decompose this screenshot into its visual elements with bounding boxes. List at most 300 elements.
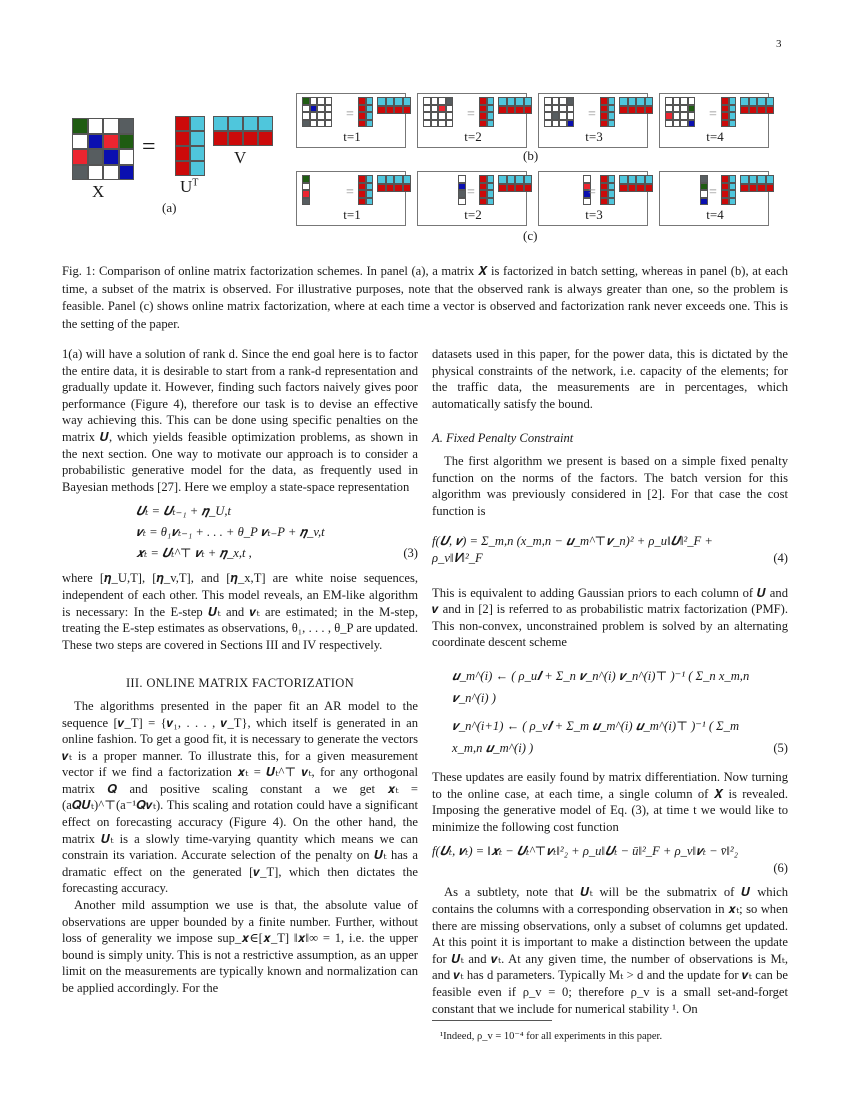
observed-cell <box>431 105 439 113</box>
x-matrix-cell <box>72 149 88 165</box>
u-cell <box>190 161 205 176</box>
v-cell <box>394 175 403 184</box>
observed-cell <box>567 120 575 128</box>
observed-cell <box>431 112 439 120</box>
paragraph: As a subtlety, note that 𝑼ₜ will be the submatrix of 𝑼 which contains the columns with a corresponding observation in 𝒙ₜ; so when there are missing observations, only a subset of columns get updated. At this point it is important to make a distinction between the update for 𝑼ₜ and 𝒗ₜ. At any given time, the number of observations is Mₜ, and 𝒗ₜ has d parameters. Typically Mₜ > d and the update for 𝒗ₜ can be feasible even if ρ_v = 0; therefore ρ_v is a small set-and-forget constant that we include for numerical stability ¹. On <box>432 885 788 1016</box>
x-matrix-cell <box>103 165 119 181</box>
v-cell <box>243 131 258 146</box>
observed-cell <box>423 97 431 105</box>
vector-cell <box>700 175 708 183</box>
equation-number: (6) <box>773 860 788 875</box>
u-cell <box>175 131 190 146</box>
u-cell <box>358 175 366 183</box>
observed-cell <box>317 105 325 113</box>
v-cell <box>757 175 766 184</box>
equation-line: f(𝑼, 𝒗) = Σ_m,n (x_m,n − 𝒖_m^⊤𝒗_n)² + ρ_u‖𝑼‖²_F + ρ_v‖𝑽‖²_F <box>432 534 713 565</box>
u-cell <box>479 120 487 128</box>
u-cell <box>608 112 616 120</box>
observed-cell <box>317 112 325 120</box>
observed-cell <box>680 112 688 120</box>
u-cell <box>729 97 737 105</box>
equals-sign: = <box>467 185 475 200</box>
u-cell <box>729 198 737 206</box>
paragraph: The first algorithm we present is based on a simple fixed penalty function on the norms of the factors. The batch version for this algorithm was previously considered in [2]. For that case the cost function is <box>432 453 788 518</box>
vector-cell <box>302 175 310 183</box>
u-cell <box>608 175 616 183</box>
u-cell <box>600 183 608 191</box>
observed-cell <box>665 105 673 113</box>
equals-sign: = <box>588 185 596 200</box>
time-step-label: t=3 <box>585 207 603 222</box>
u-cell <box>600 97 608 105</box>
v-cell <box>757 106 766 115</box>
observed-cell <box>559 105 567 113</box>
u-cell <box>487 198 495 206</box>
observed-cell <box>431 97 439 105</box>
v-label: V <box>234 148 247 167</box>
v-cell <box>213 131 228 146</box>
v-cell <box>749 175 758 184</box>
x-matrix-cell <box>119 165 135 181</box>
v-cell <box>757 97 766 106</box>
v-cell <box>403 97 412 106</box>
u-cell <box>608 183 616 191</box>
paragraph: where [𝜼_U,T], [𝜼_v,T], and [𝜼_x,T] are white noise sequences, independent of each other. This model reveals, an EM-like algorithm is necessary: In the E-step 𝑼ₜ and 𝒗ₜ are estimated; in the M-step, treating the E-step estimates as observations, θ₁, . . . , θ_P are updated. These two steps are covered in Sections III and IV respectively. <box>62 571 418 652</box>
u-cell <box>608 198 616 206</box>
panel-b-step <box>538 93 648 148</box>
panel-a-label: (a) <box>162 200 177 215</box>
observed-cell <box>438 97 446 105</box>
v-cell <box>377 106 386 115</box>
u-cell <box>366 97 374 105</box>
paragraph: Another mild assumption we use is that, the absolute value of observations are upper bounded by a finite number. Further, without loss of generality we impose sup_𝒙∈[𝒙_T] ‖𝒙‖∞ = 1, i.e. the upper bound is simply unity. This is not a restrictive assumption, as an upper limit on the measurements are typically known and normalization can be applied accordingly. For the <box>62 898 418 995</box>
v-cell <box>636 175 645 184</box>
equation-line: 𝒖_m^(i) ← ( ρ_u𝑰 + Σ_n 𝒗_n^(i) 𝒗_n^(i)⊤ )⁻¹ ( Σ_n x_m,n 𝒗_n^(i) ) <box>452 668 750 705</box>
equals-sign: = <box>709 107 717 122</box>
observed-cell <box>302 105 310 113</box>
u-cell <box>487 190 495 198</box>
x-matrix-cell <box>119 149 135 165</box>
observed-cell <box>673 120 681 128</box>
v-cell <box>628 175 637 184</box>
v-cell <box>377 97 386 106</box>
vector-cell <box>583 175 591 183</box>
observed-cell <box>552 112 560 120</box>
x-matrix-cell <box>72 165 88 181</box>
observed-cell <box>544 105 552 113</box>
v-cell <box>403 184 412 193</box>
u-cell <box>190 116 205 131</box>
vector-cell <box>458 198 466 206</box>
equation-line: 𝑼ₜ = 𝑼ₜ₋₁ + 𝜼_U,t <box>136 504 231 519</box>
v-cell <box>498 106 507 115</box>
observed-cell <box>665 120 673 128</box>
vector-cell <box>458 183 466 191</box>
equation-4 <box>432 533 788 566</box>
time-step-label: t=2 <box>464 207 482 222</box>
u-cell <box>721 190 729 198</box>
observed-cell <box>438 112 446 120</box>
u-cell <box>600 175 608 183</box>
equation-line-wrap <box>452 715 788 759</box>
v-cell <box>498 184 507 193</box>
u-cell <box>358 120 366 128</box>
v-cell <box>386 106 395 115</box>
vector-cell <box>700 183 708 191</box>
observed-cell <box>680 120 688 128</box>
observed-cell <box>446 120 454 128</box>
x-matrix-cell <box>88 134 104 150</box>
u-cell <box>479 198 487 206</box>
panel-b-step <box>659 93 769 148</box>
equals-sign: = <box>709 185 717 200</box>
observed-cell <box>302 120 310 128</box>
equation-line: 𝒙ₜ = 𝑼ₜ^⊤ 𝒗ₜ + 𝜼_x,t , <box>136 546 252 561</box>
x-matrix-cell <box>88 165 104 181</box>
observed-cell <box>567 97 575 105</box>
v-cell <box>749 97 758 106</box>
v-cell <box>636 184 645 193</box>
vector-cell <box>458 175 466 183</box>
v-cell <box>386 184 395 193</box>
equals-sign: = <box>142 134 156 160</box>
observed-cell <box>673 97 681 105</box>
v-cell <box>394 184 403 193</box>
observed-cell <box>317 120 325 128</box>
v-cell <box>645 175 654 184</box>
vector-cell <box>302 198 310 206</box>
u-cell <box>721 105 729 113</box>
v-cell <box>628 184 637 193</box>
v-cell <box>757 184 766 193</box>
vector-cell <box>700 198 708 206</box>
u-cell <box>479 105 487 113</box>
u-cell <box>366 183 374 191</box>
time-step-label: t=3 <box>585 129 603 144</box>
time-step-label: t=1 <box>343 129 361 144</box>
v-cell <box>258 116 273 131</box>
u-cell <box>721 175 729 183</box>
u-cell <box>366 198 374 206</box>
u-cell <box>608 120 616 128</box>
page-number: 3 <box>776 38 782 50</box>
observed-cell <box>544 97 552 105</box>
x-matrix-cell <box>103 118 119 134</box>
paragraph: 1(a) will have a solution of rank d. Since the end goal here is to factor the entire data, it is desirable to start from a rank-d representation and gradually update it. However, finding such factors naively gives poor performance (Figure 4), therefore our task is to devise an effective way achieving this. This can be done using specific penalties on the matrix 𝑼, which yields feasible optimization problems, as shown in the next section. One way to motivate our approach is to consider a probabilistic generative model for the data, as frequently used in Bayesian methods [27]. Here we employ a state-space representation <box>62 347 418 494</box>
v-cell <box>645 184 654 193</box>
observed-cell <box>688 105 696 113</box>
u-cell <box>479 183 487 191</box>
u-cell <box>175 161 190 176</box>
u-cell <box>600 198 608 206</box>
u-cell <box>729 120 737 128</box>
u-cell <box>479 97 487 105</box>
v-cell <box>766 106 775 115</box>
u-cell <box>358 198 366 206</box>
u-cell <box>479 175 487 183</box>
footnote-rule <box>432 1020 552 1021</box>
u-cell <box>487 120 495 128</box>
observed-cell <box>446 112 454 120</box>
time-step-label: t=4 <box>706 207 724 222</box>
time-step-label: t=2 <box>464 129 482 144</box>
u-cell <box>366 105 374 113</box>
observed-cell <box>310 97 318 105</box>
u-cell <box>487 105 495 113</box>
observed-cell <box>680 105 688 113</box>
u-cell <box>608 97 616 105</box>
v-cell <box>628 106 637 115</box>
equation-line: 𝒗ₜ = θ₁𝒗ₜ₋₁ + . . . + θ_P 𝒗ₜ₋P + 𝜼_v,t <box>136 525 325 540</box>
observed-cell <box>325 120 333 128</box>
v-cell <box>403 175 412 184</box>
v-cell <box>403 106 412 115</box>
u-cell <box>729 105 737 113</box>
v-cell <box>766 184 775 193</box>
observed-cell <box>438 120 446 128</box>
observed-cell <box>302 97 310 105</box>
x-matrix-cell <box>72 134 88 150</box>
u-cell <box>487 97 495 105</box>
v-cell <box>636 106 645 115</box>
u-cell <box>600 120 608 128</box>
v-cell <box>645 97 654 106</box>
v-cell <box>524 106 533 115</box>
observed-cell <box>310 112 318 120</box>
v-cell <box>524 175 533 184</box>
observed-cell <box>446 105 454 113</box>
panel-c-label: (c) <box>523 228 538 243</box>
observed-cell <box>310 105 318 113</box>
observed-cell <box>688 97 696 105</box>
u-sup: T <box>192 177 199 189</box>
u-cell <box>487 183 495 191</box>
section-heading: III. ONLINE MATRIX FACTORIZATION <box>125 676 355 691</box>
observed-cell <box>423 120 431 128</box>
u-cell <box>358 190 366 198</box>
observed-cell <box>688 120 696 128</box>
observed-cell <box>325 97 333 105</box>
observed-cell <box>325 105 333 113</box>
v-cell <box>213 116 228 131</box>
observed-cell <box>544 120 552 128</box>
observed-cell <box>423 105 431 113</box>
u-cell <box>600 105 608 113</box>
equation-6: f(𝑼ₜ, 𝒗ₜ) = ‖𝒙ₜ − 𝑼ₜ^⊤𝒗ₜ‖²₂ + ρ_u‖𝑼ₜ − ū‖²_F + ρ_v‖𝒗ₜ − v̄‖²₂ <box>432 844 739 859</box>
u-cell <box>729 112 737 120</box>
v-cell <box>636 97 645 106</box>
v-cell <box>740 184 749 193</box>
observed-cell <box>680 97 688 105</box>
observed-cell <box>665 97 673 105</box>
observed-cell <box>688 112 696 120</box>
v-cell <box>515 97 524 106</box>
u-cell <box>487 112 495 120</box>
v-cell <box>498 175 507 184</box>
v-cell <box>243 116 258 131</box>
equals-sign: = <box>346 107 354 122</box>
u-cell <box>358 183 366 191</box>
u-cell <box>358 112 366 120</box>
observed-cell <box>673 105 681 113</box>
vector-cell <box>700 190 708 198</box>
u-cell <box>608 105 616 113</box>
x-matrix-cell <box>72 118 88 134</box>
v-cell <box>386 175 395 184</box>
panel-b-step <box>296 93 406 148</box>
u-cell <box>190 146 205 161</box>
v-cell <box>619 97 628 106</box>
panel-b-step <box>417 93 527 148</box>
u-cell <box>190 131 205 146</box>
v-cell <box>386 97 395 106</box>
v-cell <box>507 175 516 184</box>
v-cell <box>619 184 628 193</box>
equation-number: (4) <box>773 550 788 565</box>
v-cell <box>766 175 775 184</box>
u-transpose-label <box>180 177 198 197</box>
equation-3 <box>62 495 418 570</box>
equation-line: 𝒗_n^(i+1) ← ( ρ_v𝑰 + Σ_m 𝒖_m^(i) 𝒖_m^(i)⊤ )⁻¹ ( Σ_m x_m,n 𝒖_m^(i) ) <box>452 718 740 755</box>
u-cell <box>175 146 190 161</box>
u-cell <box>358 97 366 105</box>
u-cell <box>366 175 374 183</box>
v-cell <box>228 116 243 131</box>
observed-cell <box>567 112 575 120</box>
paragraph: These updates are easily found by matrix differentiation. Now turning to the online case, at each time, a single column of 𝑿 is revealed. Imposing the generative model of Eq. (3), at time t we would like to minimize the following cost function <box>432 769 788 834</box>
x-matrix-cell <box>119 118 135 134</box>
observed-cell <box>302 112 310 120</box>
u-cell <box>721 120 729 128</box>
subsection-heading: A. Fixed Penalty Constraint <box>432 431 574 446</box>
u-cell <box>721 112 729 120</box>
left-column <box>62 346 418 997</box>
panel-c-step <box>296 171 406 226</box>
observed-cell <box>431 120 439 128</box>
paragraph: datasets used in this paper, for the power data, this is dictated by the physical constraints of the network, i.e. capacity of the elements; for the traffic data, the measurements are in percentages, which automatically satisfy the bound. <box>432 347 788 411</box>
v-cell <box>619 106 628 115</box>
figure-1 <box>0 0 850 250</box>
v-cell <box>749 106 758 115</box>
paragraph: This is equivalent to adding Gaussian priors to each column of 𝑼 and 𝒗 and in [2] is referred to as probabilistic matrix factorization (PMF). This non-convex, unconstrained problem is solved by an alternating coordinate descent scheme <box>432 585 788 650</box>
u-cell <box>608 190 616 198</box>
footnote: ¹Indeed, ρ_v = 10⁻⁴ for all experiments in this paper. <box>440 1031 663 1042</box>
u-cell <box>366 120 374 128</box>
v-cell <box>628 97 637 106</box>
v-cell <box>258 131 273 146</box>
v-cell <box>619 175 628 184</box>
x-matrix-cell <box>119 134 135 150</box>
observed-cell <box>552 105 560 113</box>
u-cell <box>721 97 729 105</box>
vector-cell <box>302 183 310 191</box>
equals-sign: = <box>346 185 354 200</box>
v-cell <box>740 175 749 184</box>
panel-b-label: (b) <box>523 148 539 163</box>
u-cell <box>729 183 737 191</box>
x-matrix-cell <box>88 118 104 134</box>
v-cell <box>507 97 516 106</box>
u-cell <box>175 116 190 131</box>
v-cell <box>740 97 749 106</box>
v-cell <box>498 97 507 106</box>
observed-cell <box>559 97 567 105</box>
v-cell <box>377 175 386 184</box>
paragraph: The algorithms presented in the paper fit an AR model to the sequence [𝒗_T] = {𝒗₁, . . . , 𝒗_T}, which itself is generated in an online fashion. To get a good fit, it is necessary to generate the vectors 𝒗ₜ is a proper manner. To illustrate this, for a given measurement vector if we find a factorization 𝒙ₜ = 𝑼ₜ^⊤ 𝒗ₜ, for any orthogonal matrix 𝑸 and positive scaling constant a we get 𝒙ₜ = (a𝑸𝑼ₜ)^⊤(a⁻¹𝑸𝒗ₜ). This scaling and rotation could have a significant effect on forecasting accuracy (Figure 4). On the other hand, the matrix 𝑼ₜ is a slowly time-varying quantity which means we can constrain its variation. Accurate selection of the penalty on 𝑼ₜ has a dramatic effect on the generated [𝒗_T], which then dictates the forecasting accuracy. <box>62 698 418 896</box>
observed-cell <box>438 105 446 113</box>
v-cell <box>524 184 533 193</box>
x-matrix-cell <box>103 134 119 150</box>
observed-cell <box>559 120 567 128</box>
x-matrix-cell <box>88 149 104 165</box>
u-cell <box>479 112 487 120</box>
u-cell <box>729 175 737 183</box>
v-cell <box>228 131 243 146</box>
equation-line-wrap <box>136 543 418 564</box>
v-cell <box>394 106 403 115</box>
v-cell <box>766 97 775 106</box>
observed-cell <box>567 105 575 113</box>
v-cell <box>515 184 524 193</box>
v-cell <box>515 106 524 115</box>
v-cell <box>524 97 533 106</box>
vector-cell <box>302 190 310 198</box>
vector-cell <box>458 190 466 198</box>
u-cell <box>729 190 737 198</box>
observed-cell <box>423 112 431 120</box>
observed-cell <box>325 112 333 120</box>
panel-c-step <box>538 171 648 226</box>
v-cell <box>394 97 403 106</box>
u-cell <box>487 175 495 183</box>
v-cell <box>740 106 749 115</box>
u-label: U <box>180 177 193 196</box>
u-cell <box>600 112 608 120</box>
equals-sign: = <box>588 107 596 122</box>
u-cell <box>366 190 374 198</box>
observed-cell <box>552 120 560 128</box>
x-matrix-cell <box>103 149 119 165</box>
observed-cell <box>673 112 681 120</box>
v-cell <box>749 184 758 193</box>
u-cell <box>479 190 487 198</box>
equation-number: (5) <box>773 740 788 755</box>
right-column <box>432 346 788 1017</box>
observed-cell <box>310 120 318 128</box>
v-cell <box>645 106 654 115</box>
time-step-label: t=4 <box>706 129 724 144</box>
v-cell <box>507 106 516 115</box>
observed-cell <box>665 112 673 120</box>
time-step-label: t=1 <box>343 207 361 222</box>
v-cell <box>377 184 386 193</box>
panel-c-step <box>659 171 769 226</box>
equals-sign: = <box>467 107 475 122</box>
observed-cell <box>544 112 552 120</box>
v-cell <box>515 175 524 184</box>
u-cell <box>721 198 729 206</box>
equation-number: (3) <box>403 546 418 561</box>
u-cell <box>721 183 729 191</box>
panel-c-step <box>417 171 527 226</box>
observed-cell <box>559 112 567 120</box>
u-cell <box>366 112 374 120</box>
u-cell <box>600 190 608 198</box>
equation-5 <box>432 665 788 759</box>
observed-cell <box>446 97 454 105</box>
observed-cell <box>317 97 325 105</box>
x-label: X <box>92 182 105 201</box>
